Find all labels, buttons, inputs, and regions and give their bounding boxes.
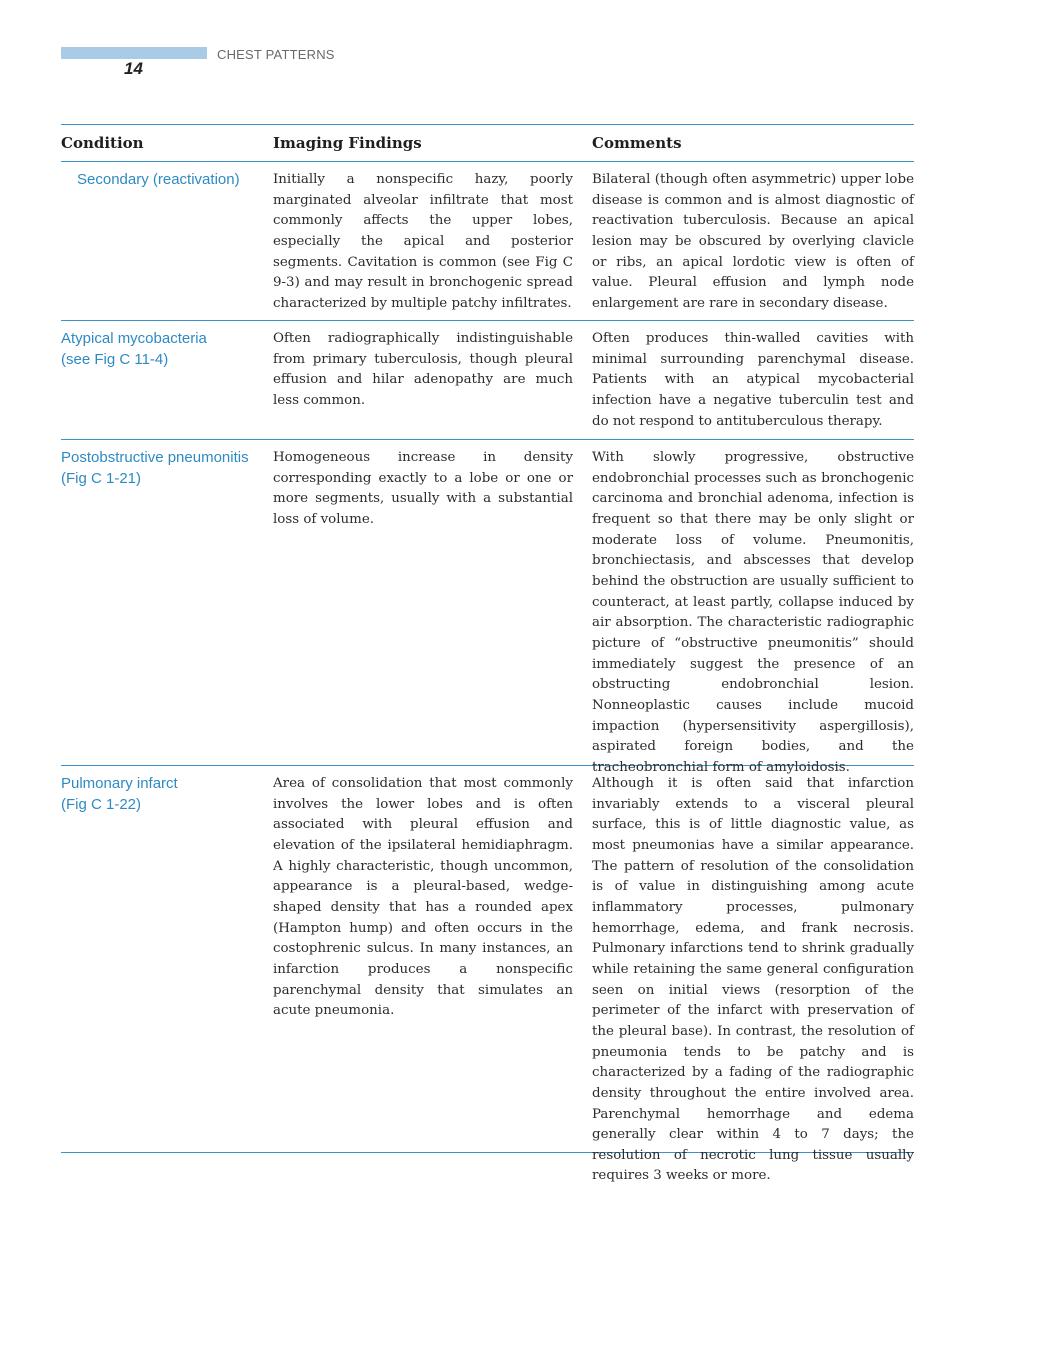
table-row xyxy=(61,162,914,321)
imaging-findings-cell: Often radiographically indistinguishable from primary tuberculosis, though pleural effusion and hilar adenopathy are much less common. xyxy=(273,331,573,408)
condition-cell xyxy=(61,448,266,489)
condition-name: Secondary (reactivation) xyxy=(77,171,240,188)
table-row xyxy=(61,321,914,440)
column-header-comments: Comments xyxy=(592,134,682,152)
running-head: CHEST PATTERNS xyxy=(217,47,335,62)
condition-cell xyxy=(77,170,282,191)
condition-name: Atypical mycobacteria xyxy=(61,330,207,347)
comments-cell: Although it is often said that infarction invariably extends to a visceral pleural surface, this is of little diagnostic value, as most pneumonias have a similar appearance. The pattern of resolution of the consolidation is of value in distinguishing among acute inflammatory processes, pulmonary hemorrhage, edema, and frank necrosis. Pulmonary infarctions tend to shrink gradually while retaining the same general configuration seen on initial views (resorption of the perimeter of the infarct with preservation of the pleural base). In contrast, the resolution of pneumonia tends to be patchy and is characterized by a fading of the radiographic density throughout the entire involved area. Parenchymal hemorrhage and edema generally clear within 4 to 7 days; the resolution of necrotic lung tissue usually requires 3 weeks or more. xyxy=(592,776,914,1184)
condition-cell xyxy=(61,774,266,815)
figure-reference: (see Fig C 11-4) xyxy=(61,350,169,368)
imaging-findings-cell: Initially a nonspecific hazy, poorly marginated alveolar infiltrate that most commonly affects the upper lobes, especially the apical and posterior segments. Cavitation is common (see Fig C 9-3) and may result in bronchogenic spread characterized by multiple patchy infiltrates. xyxy=(273,172,573,311)
column-header-condition: Condition xyxy=(61,134,144,152)
comments-cell: Often produces thin-walled cavities with minimal surrounding parenchymal disease. Patients with an atypical mycobacterial infection have a negative tuberculin test and do not respond to antituberculous therapy. xyxy=(592,331,914,429)
column-header-imaging-findings: Imaging Findings xyxy=(273,134,422,152)
condition-name: Postobstructive pneumonitis xyxy=(61,449,249,466)
page-number: 14 xyxy=(124,59,143,78)
comments-cell: Bilateral (though often asymmetric) upper lobe disease is common and is almost diagnostic of reactivation tuberculosis. Because an apical lesion may be obscured by overlying clavicle or ribs, an apical lordotic view is often of value. Pleural effusion and lymph node enlargement are rare in secondary disease. xyxy=(592,172,914,311)
figure-reference: (Fig C 1-21) xyxy=(61,469,142,487)
conditions-table xyxy=(61,124,914,1184)
figure-reference: (Fig C 1-22) xyxy=(61,795,142,813)
condition-cell xyxy=(61,329,266,370)
comments-cell: With slowly progressive, obstructive endobronchial processes such as bronchogenic carcinoma and bronchial adenoma, infection is frequent so that there may be only slight or moderate loss of volume. Pneumonitis, bronchiectasis, and abscesses that develop behind the obstruction are usually sufficient to counteract, at least partly, collapse induced by air absorption. The characteristic radiographic picture of “obstructive pneumonitis” should immediately suggest the presence of an obstructing endobronchial lesion. Nonneoplastic causes include mucoid impaction (hypersensitivity aspergillosis), aspirated foreign bodies, and the tracheobronchial form of amyloidosis. xyxy=(592,450,914,775)
header-accent-bar xyxy=(61,47,207,59)
table-row xyxy=(61,766,914,1184)
imaging-findings-cell: Area of consolidation that most commonly involves the lower lobes and is often associated with pleural effusion and elevation of the ipsilateral hemidiaphragm. A highly characteristic, though uncommon, appearance is a pleural-based, wedge-shaped density that has a rounded apex (Hampton hump) and often occurs in the costophrenic sulcus. In many instances, an infarction produces a nonspecific parenchymal density that simulates an acute pneumonia. xyxy=(273,776,573,1019)
condition-name: Pulmonary infarct xyxy=(61,775,178,792)
imaging-findings-cell: Homogeneous increase in density corresponding exactly to a lobe or one or more segments, usually with a substantial loss of volume. xyxy=(273,450,573,527)
table-row xyxy=(61,440,914,775)
table-header xyxy=(61,125,914,162)
